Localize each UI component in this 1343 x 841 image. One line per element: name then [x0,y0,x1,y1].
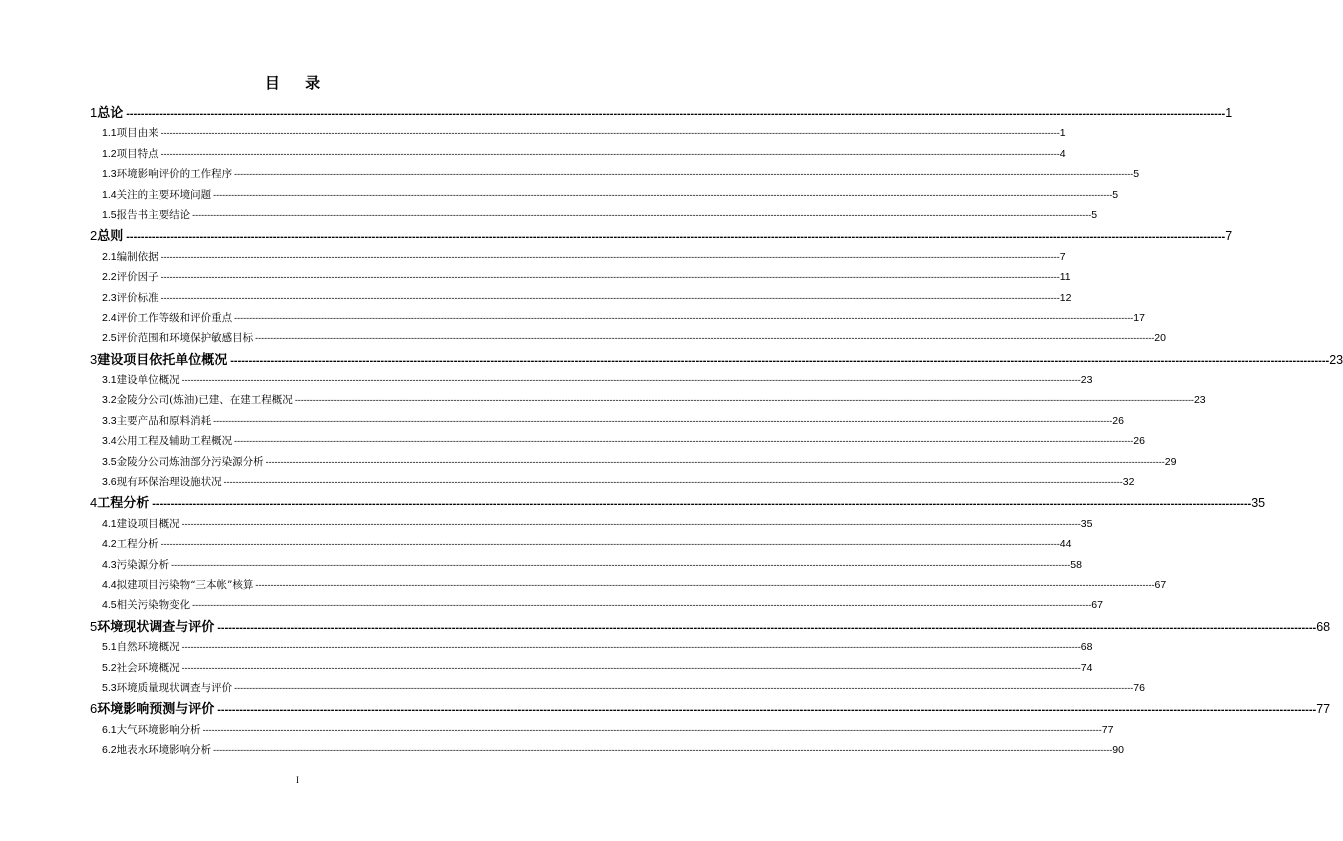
toc-entry-page: 5 [1091,208,1098,221]
toc-entry-page: 77 [1316,702,1331,717]
toc-section-entry[interactable] [90,637,1093,657]
toc-entry-label: 编制依据 [116,250,159,263]
toc-entry-page: 1 [1225,106,1233,120]
toc-dot-leader: ------------------------------------------------------------------------------------------------------------------------------------------------------------------------------------------------------------------------------------------------------------------------------------------------------------ [255,579,1155,590]
toc-entry-page: 68 [1080,641,1093,654]
toc-section-entry[interactable] [90,185,1119,205]
toc-entry-page: 23 [1329,352,1343,367]
toc-entry-page: 23 [1080,374,1093,387]
toc-entry-number: 2 [90,228,98,244]
toc-entry-page: 12 [1059,291,1072,304]
toc-dot-leader: ------------------------------------------------------------------------------------------------------------------------------------------------------------------------------------------------------------------------------------------------------------------------------------------------------------ [223,477,1123,488]
toc-entry-page: 26 [1133,435,1145,448]
toc-entry-page: 1 [1059,127,1066,140]
toc-dot-leader: ------------------------------------------------------------------------------------------------------------------------------------------------------------------------------------------------------------------------------------------------------------------------------------------------------------ [126,108,1226,120]
toc-dot-leader: ------------------------------------------------------------------------------------------------------------------------------------------------------------------------------------------------------------------------------------------------------------------------------------------------------------ [265,456,1165,467]
toc-section-entry[interactable] [90,472,1135,492]
toc-entry-label: 地表水环境影响分析 [116,744,212,757]
toc-entry-label: 环境质量现状调查与评价 [116,681,233,694]
toc-entry-label: 评价因子 [116,271,159,284]
toc-entry-number: 4 [90,495,98,511]
toc-dot-leader: ------------------------------------------------------------------------------------------------------------------------------------------------------------------------------------------------------------------------------------------------------------------------------------------------------------ [192,209,1092,220]
toc-entry-page: 5 [1112,188,1119,201]
toc-dot-leader: ------------------------------------------------------------------------------------------------------------------------------------------------------------------------------------------------------------------------------------------------------------------------------------------------------------ [160,148,1060,159]
toc-chapter-entry[interactable] [90,698,1331,719]
toc-entry-number: 1.3 [102,168,117,181]
toc-entry-number: 3.6 [102,476,117,489]
toc-entry-page: 32 [1122,476,1135,489]
toc-entry-label: 金陵分公司炼油部分污染源分析 [116,455,264,468]
toc-entry-label: 环境影响预测与评价 [97,702,215,718]
toc-entry-label: 总则 [97,229,124,245]
toc-chapter-entry[interactable] [90,225,1233,246]
toc-entry-page: 7 [1059,250,1066,263]
toc-entry-page: 44 [1059,538,1072,551]
toc-section-entry[interactable] [90,267,1071,287]
toc-dot-leader: ------------------------------------------------------------------------------------------------------------------------------------------------------------------------------------------------------------------------------------------------------------------------------------------------------------ [181,518,1081,529]
toc-entry-label: 评价范围和环境保护敏感目标 [116,332,254,345]
toc-entry-number: 1 [90,105,98,120]
toc-dot-leader: ------------------------------------------------------------------------------------------------------------------------------------------------------------------------------------------------------------------------------------------------------------------------------------------------------------ [160,539,1060,550]
toc-entry-label: 项目由来 [116,127,159,140]
toc-entry-label: 公用工程及辅助工程概况 [116,435,233,448]
toc-entry-label: 建设项目概况 [116,517,180,530]
toc-entry-page: 90 [1112,744,1124,757]
toc-entry-page: 58 [1070,558,1082,571]
toc-entry-number: 2.4 [102,311,117,324]
toc-entry-number: 2.3 [102,291,117,304]
toc-dot-leader: ------------------------------------------------------------------------------------------------------------------------------------------------------------------------------------------------------------------------------------------------------------------------------------------------------------ [160,128,1060,139]
toc-chapter-entry[interactable] [90,616,1331,637]
toc-dot-leader: ------------------------------------------------------------------------------------------------------------------------------------------------------------------------------------------------------------------------------------------------------------------------------------------------------------ [192,600,1092,611]
toc-entry-label: 建设项目依托单位概况 [97,352,228,368]
toc-section-entry[interactable] [90,308,1145,328]
toc-entry-label: 关注的主要环境问题 [116,188,212,201]
toc-section-entry[interactable] [90,390,1206,410]
toc-entry-page: 76 [1133,681,1145,694]
toc-dot-leader: ------------------------------------------------------------------------------------------------------------------------------------------------------------------------------------------------------------------------------------------------------------------------------------------------------------ [234,682,1134,693]
toc-entry-page: 67 [1091,599,1103,612]
toc-section-entry[interactable] [90,740,1124,760]
toc-entry-label: 总论 [97,106,124,121]
footer-page-number: I [296,775,299,785]
toc-entry-number: 4.4 [102,578,117,591]
toc-entry-number: 1.4 [102,188,117,201]
toc-entry-number: 3.2 [102,394,117,407]
toc-entry-number: 1.2 [102,147,117,160]
toc-dot-leader: ------------------------------------------------------------------------------------------------------------------------------------------------------------------------------------------------------------------------------------------------------------------------------------------------------------ [217,621,1317,634]
toc-entry-page: 29 [1164,455,1177,468]
toc-dot-leader: ------------------------------------------------------------------------------------------------------------------------------------------------------------------------------------------------------------------------------------------------------------------------------------------------------------ [213,415,1113,426]
toc-section-entry[interactable] [90,595,1103,615]
toc-dot-leader: ------------------------------------------------------------------------------------------------------------------------------------------------------------------------------------------------------------------------------------------------------------------------------------------------------------ [126,231,1226,244]
toc-dot-leader: ------------------------------------------------------------------------------------------------------------------------------------------------------------------------------------------------------------------------------------------------------------------------------------------------------------ [181,662,1081,673]
toc-entry-number: 1.5 [102,208,117,221]
toc-entry-label: 项目特点 [116,147,159,160]
toc-entry-number: 6.2 [102,744,117,757]
toc-entry-label: 评价工作等级和评价重点 [116,311,233,324]
toc-section-entry[interactable] [90,720,1114,740]
toc-dot-leader: ------------------------------------------------------------------------------------------------------------------------------------------------------------------------------------------------------------------------------------------------------------------------------------------------------------ [213,745,1113,756]
toc-dot-leader: ------------------------------------------------------------------------------------------------------------------------------------------------------------------------------------------------------------------------------------------------------------------------------------------------------------ [171,559,1071,570]
toc-entry-page: 4 [1059,147,1066,160]
toc-dot-leader: ------------------------------------------------------------------------------------------------------------------------------------------------------------------------------------------------------------------------------------------------------------------------------------------------------------ [160,272,1060,283]
toc-dot-leader: ------------------------------------------------------------------------------------------------------------------------------------------------------------------------------------------------------------------------------------------------------------------------------------------------------------ [202,724,1102,735]
toc-entry-number: 5.3 [102,681,117,694]
toc-entry-page: 67 [1154,578,1167,591]
toc-entry-label: 现有环保治理设施状况 [116,476,222,489]
toc-entry-number: 1.1 [102,127,117,140]
toc-section-entry[interactable] [90,411,1124,431]
toc-dot-leader: ------------------------------------------------------------------------------------------------------------------------------------------------------------------------------------------------------------------------------------------------------------------------------------------------------------ [294,395,1194,406]
toc-entry-label: 工程分析 [97,496,150,512]
toc-dot-leader: ------------------------------------------------------------------------------------------------------------------------------------------------------------------------------------------------------------------------------------------------------------------------------------------------------------ [213,189,1113,200]
toc-section-entry[interactable] [90,452,1177,472]
toc-entry-number: 4.1 [102,517,117,530]
toc-entry-number: 5 [90,618,98,634]
toc-entry-number: 6 [90,701,98,717]
toc-entry-label: 建设单位概况 [116,374,180,387]
toc-entry-number: 4.3 [102,558,117,571]
toc-chapter-entry[interactable] [90,492,1266,513]
toc-section-entry[interactable] [90,514,1093,534]
toc-entry-page: 11 [1059,271,1071,284]
toc-entry-page: 7 [1225,229,1233,244]
toc-entry-label: 评价标准 [116,291,159,304]
toc-entry-page: 5 [1133,168,1140,181]
toc-entry-label: 环境现状调查与评价 [97,619,215,635]
toc-entry-label: 污染源分析 [116,558,170,571]
toc-section-entry[interactable] [90,431,1145,451]
toc-section-entry[interactable] [90,164,1140,184]
toc-dot-leader: ------------------------------------------------------------------------------------------------------------------------------------------------------------------------------------------------------------------------------------------------------------------------------------------------------------ [230,354,1330,367]
toc-entry-page: 26 [1112,414,1124,427]
toc-entry-number: 2.5 [102,332,117,345]
toc-section-entry[interactable] [90,328,1166,348]
toc-entry-page: 35 [1251,496,1266,511]
toc-entry-page: 35 [1080,517,1093,530]
toc-entry-number: 5.2 [102,661,117,674]
toc-entry-number: 3 [90,351,98,367]
toc-dot-leader: ------------------------------------------------------------------------------------------------------------------------------------------------------------------------------------------------------------------------------------------------------------------------------------------------------------ [160,251,1060,262]
toc-entry-page: 17 [1133,311,1145,324]
toc-chapter-entry[interactable] [90,349,1343,370]
toc-entry-label: 环境影响评价的工作程序 [116,168,233,181]
toc-section-entry[interactable] [90,555,1082,575]
toc-section-entry[interactable] [90,534,1072,554]
toc-entry-label: 大气环境影响分析 [116,723,201,736]
toc-entry-label: 拟建项目污染物“三本帐”核算 [116,578,254,591]
toc-entry-number: 4.2 [102,538,117,551]
toc-entry-label: 工程分析 [116,538,159,551]
toc-entry-number: 3.4 [102,435,117,448]
toc-section-entry[interactable] [90,144,1066,164]
toc-entry-label: 自然环境概况 [116,641,180,654]
toc-entry-page: 23 [1193,394,1206,407]
toc-chapter-entry[interactable] [90,102,1233,123]
toc-section-entry[interactable] [90,658,1093,678]
toc-section-entry[interactable] [90,575,1167,595]
toc-section-entry[interactable] [90,205,1098,225]
toc-entry-number: 2.1 [102,250,117,263]
toc-entry-page: 68 [1316,619,1331,634]
toc-entry-number: 2.2 [102,271,117,284]
toc-entry-page: 74 [1080,661,1093,674]
toc-dot-leader: ------------------------------------------------------------------------------------------------------------------------------------------------------------------------------------------------------------------------------------------------------------------------------------------------------------ [255,333,1155,344]
toc-entry-number: 3.3 [102,414,117,427]
toc-dot-leader: ------------------------------------------------------------------------------------------------------------------------------------------------------------------------------------------------------------------------------------------------------------------------------------------------------------ [234,169,1134,180]
toc-entry-number: 6.1 [102,723,117,736]
toc-entry-label: 报告书主要结论 [116,208,191,221]
toc-entry-number: 3.5 [102,455,117,468]
toc-section-entry[interactable] [90,123,1066,143]
toc-dot-leader: ------------------------------------------------------------------------------------------------------------------------------------------------------------------------------------------------------------------------------------------------------------------------------------------------------------ [181,642,1081,653]
toc-entry-label: 主要产品和原料消耗 [116,414,212,427]
toc-dot-leader: ------------------------------------------------------------------------------------------------------------------------------------------------------------------------------------------------------------------------------------------------------------------------------------------------------------ [217,704,1317,717]
toc-entry-page: 77 [1101,723,1114,736]
toc-section-entry[interactable] [90,678,1145,698]
toc-dot-leader: ------------------------------------------------------------------------------------------------------------------------------------------------------------------------------------------------------------------------------------------------------------------------------------------------------------ [234,312,1134,323]
toc-entry-label: 社会环境概况 [116,661,180,674]
toc-section-entry[interactable] [90,288,1072,308]
toc-section-entry[interactable] [90,370,1093,390]
toc-entry-label: 相关污染物变化 [116,599,191,612]
toc-entry-number: 5.1 [102,641,117,654]
toc-entry-label: 金陵分公司(炼油)已建、在建工程概况 [116,394,293,407]
toc-section-entry[interactable] [90,247,1066,267]
toc-entry-number: 4.5 [102,599,117,612]
toc-entry-number: 3.1 [102,374,117,387]
toc-entry-page: 20 [1154,332,1166,345]
toc-dot-leader: ------------------------------------------------------------------------------------------------------------------------------------------------------------------------------------------------------------------------------------------------------------------------------------------------------------ [234,436,1134,447]
table-of-contents [90,102,1343,761]
toc-dot-leader: ------------------------------------------------------------------------------------------------------------------------------------------------------------------------------------------------------------------------------------------------------------------------------------------------------------ [152,498,1252,511]
toc-title: 目 录 [264,74,331,92]
toc-dot-leader: ------------------------------------------------------------------------------------------------------------------------------------------------------------------------------------------------------------------------------------------------------------------------------------------------------------ [160,292,1060,303]
toc-dot-leader: ------------------------------------------------------------------------------------------------------------------------------------------------------------------------------------------------------------------------------------------------------------------------------------------------------------ [181,375,1081,386]
